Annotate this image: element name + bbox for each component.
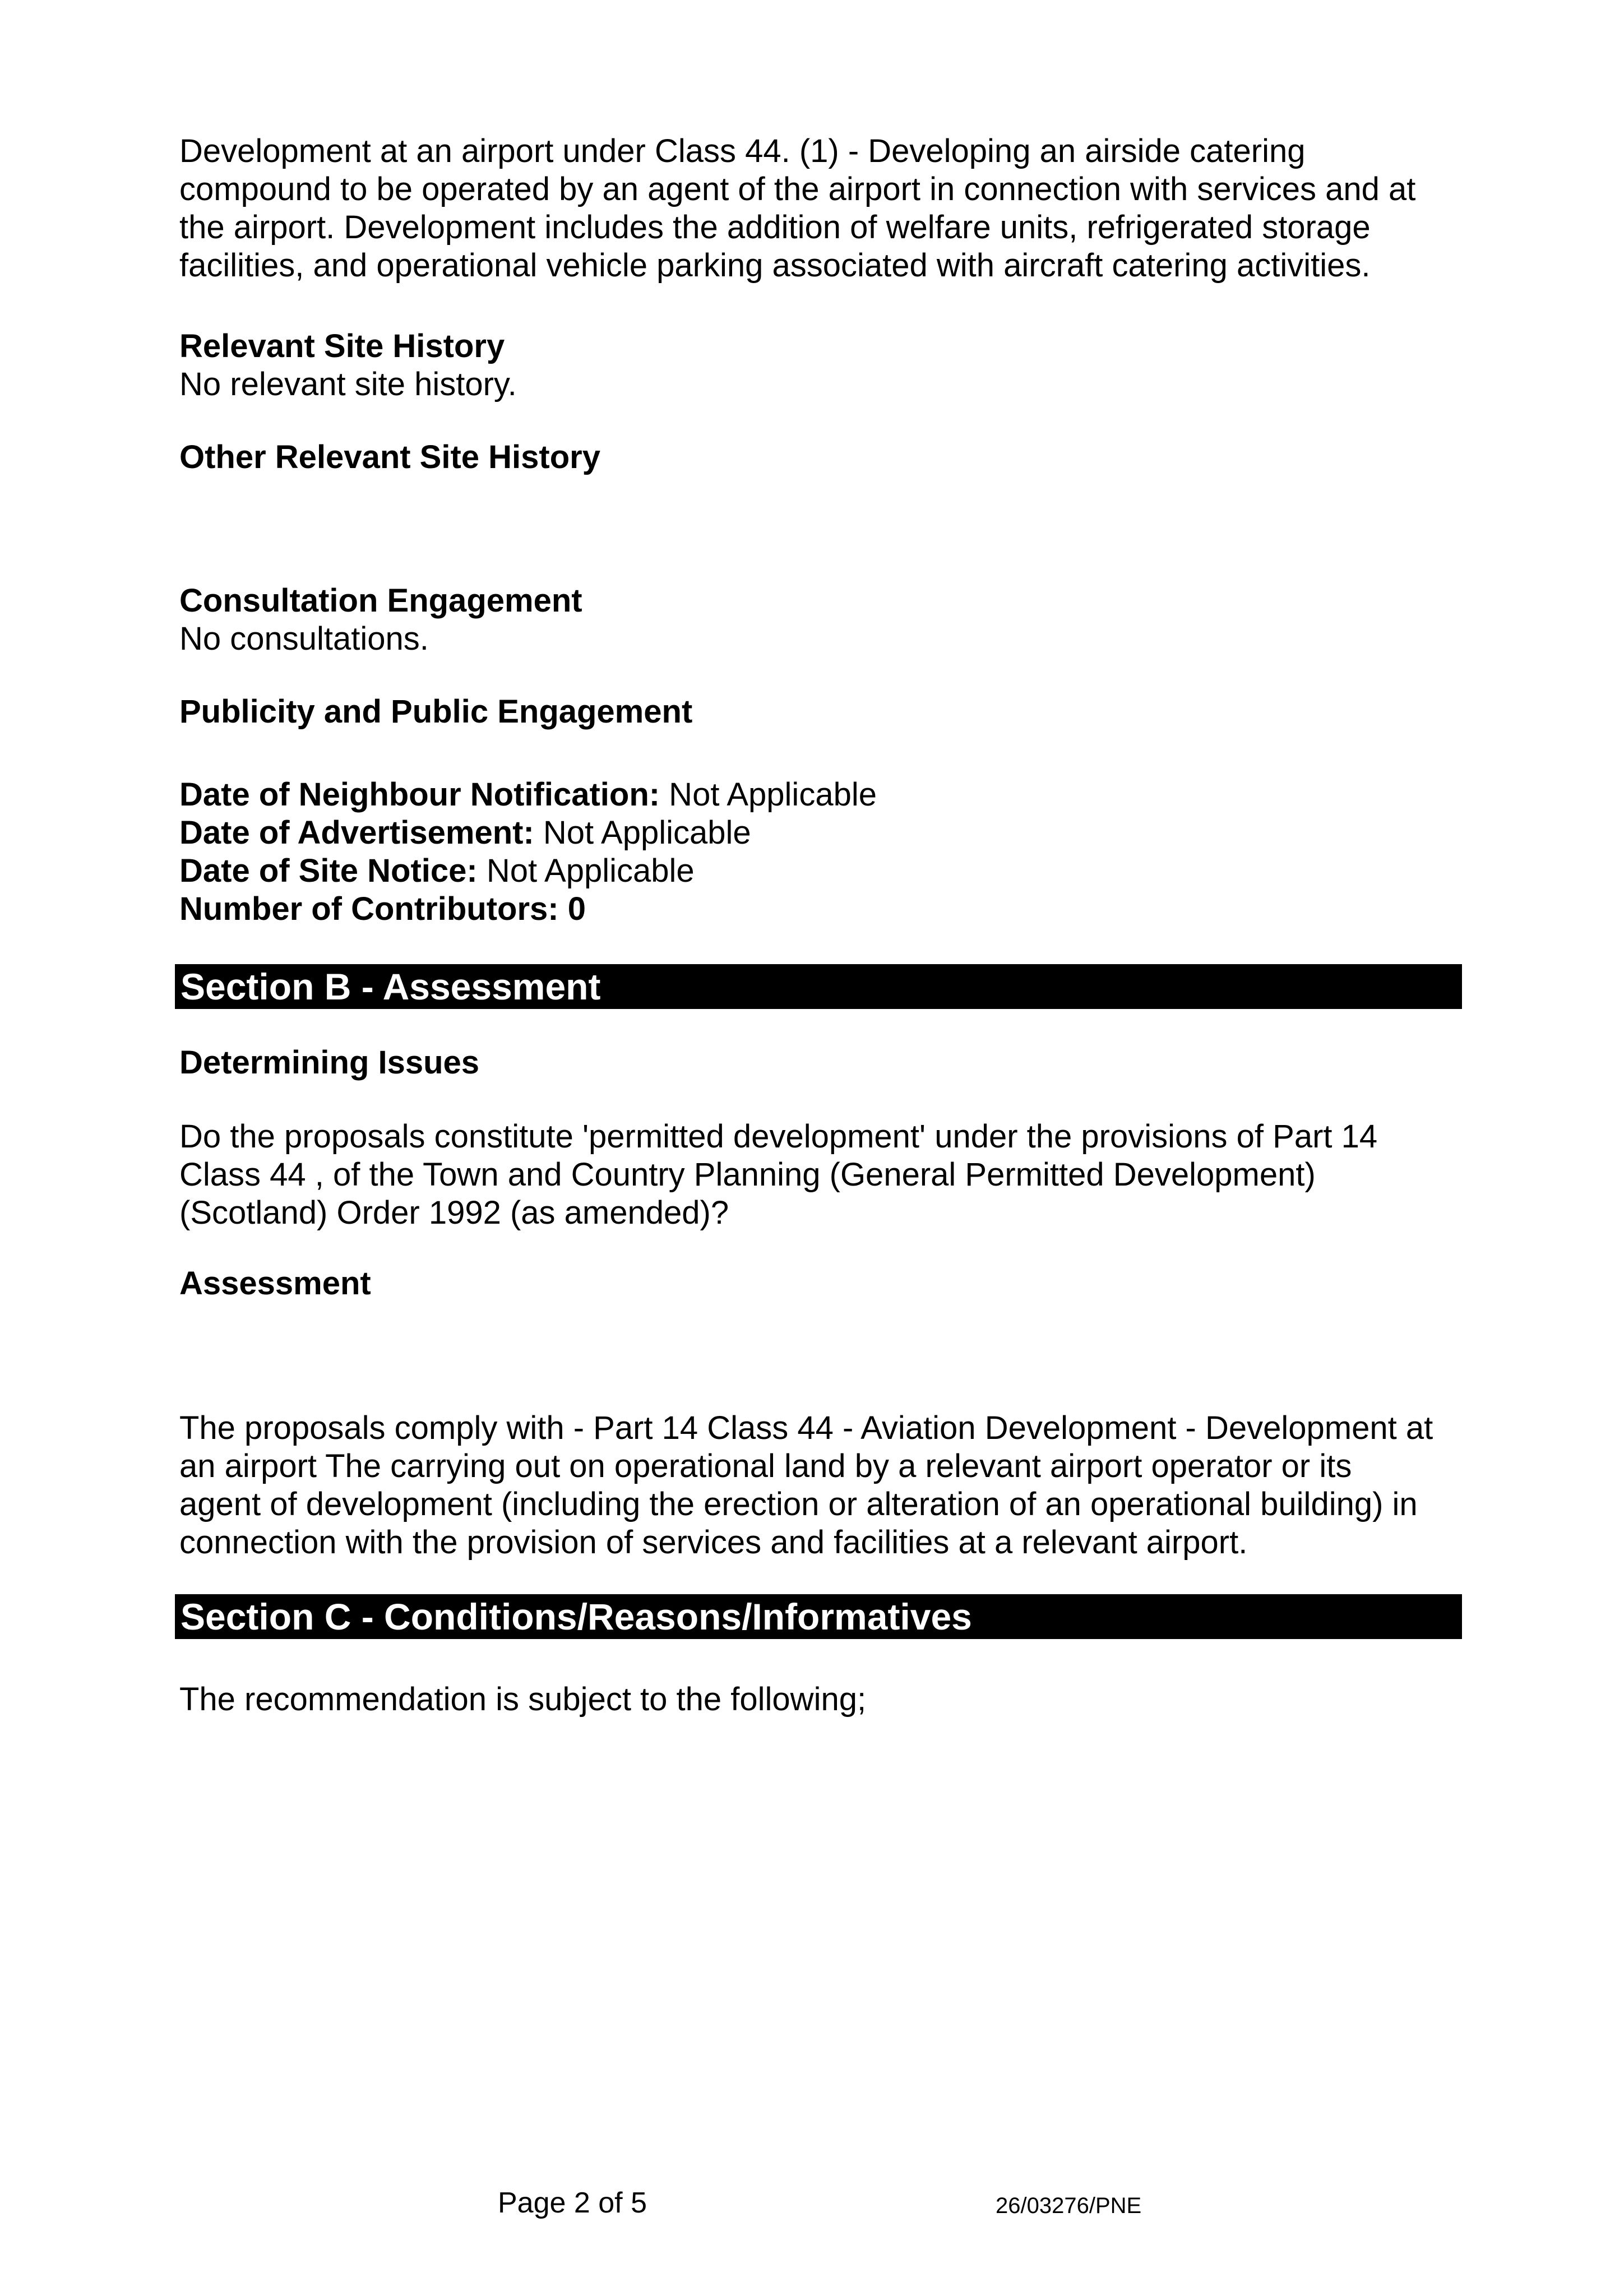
intro-line: the airport. Development includes the addition of welfare units, refrigerated storage: [179, 209, 1371, 246]
section-c-header: Section C - Conditions/Reasons/Informatives: [175, 1594, 1462, 1639]
determining-issues: [179, 1044, 1469, 1082]
section-c-text: The recommendation is subject to the following;: [179, 1681, 867, 1718]
site-notice-value: Not Applicable: [477, 853, 695, 889]
site-notice-row: [179, 852, 1469, 890]
neighbour-notification-label: Date of Neighbour Notification:: [179, 776, 660, 813]
other-relevant-site-history-heading: Other Relevant Site History: [179, 439, 600, 475]
site-notice-label: Date of Site Notice:: [179, 853, 478, 889]
publicity-heading: Publicity and Public Engagement: [179, 693, 693, 730]
relevant-site-history: [179, 327, 1469, 404]
reference-number: 26/03276/PNE: [996, 2193, 1142, 2218]
assessment-text: [179, 1409, 1469, 1562]
other-relevant-site-history: [179, 438, 1469, 476]
determining-issues-heading: Determining Issues: [179, 1044, 480, 1081]
assessment-line: agent of development (including the erection or alteration of an operational building) in: [179, 1486, 1418, 1522]
advertisement-row: [179, 814, 1469, 852]
relevant-site-history-heading: Relevant Site History: [179, 328, 505, 364]
advertisement-label: Date of Advertisement:: [179, 814, 534, 851]
assessment-line: The proposals comply with - Part 14 Class 44 - Aviation Development - Development at: [179, 1410, 1433, 1446]
assessment-heading: Assessment: [179, 1265, 371, 1302]
page-number: Page 2 of 5: [498, 2187, 647, 2219]
assessment: [179, 1265, 1469, 1303]
publicity-dates: [179, 776, 1469, 928]
section-b-header: Section B - Assessment: [175, 964, 1462, 1009]
determining-issues-text: [179, 1118, 1469, 1232]
determining-line: (Scotland) Order 1992 (as amended)?: [179, 1195, 729, 1231]
consultation-engagement: [179, 582, 1469, 658]
neighbour-notification-row: [179, 776, 1469, 814]
contributors-row: Number of Contributors: 0: [179, 891, 586, 927]
intro-line: facilities, and operational vehicle parking associated with aircraft catering activities.: [179, 247, 1371, 284]
intro-line: Development at an airport under Class 44. (1) - Developing an airside catering: [179, 133, 1306, 169]
consultation-engagement-text: No consultations.: [179, 621, 429, 657]
determining-line: Class 44 , of the Town and Country Planning (General Permitted Development): [179, 1156, 1316, 1193]
intro-paragraph: [179, 132, 1469, 285]
relevant-site-history-text: No relevant site history.: [179, 366, 517, 402]
intro-line: compound to be operated by an agent of the airport in connection with services and at: [179, 171, 1416, 207]
consultation-engagement-heading: Consultation Engagement: [179, 582, 582, 619]
publicity-heading-block: [179, 693, 1469, 731]
advertisement-value: Not Applicable: [534, 814, 751, 851]
section-c-text-block: [179, 1681, 1469, 1719]
assessment-line: connection with the provision of services and facilities at a relevant airport.: [179, 1524, 1248, 1561]
assessment-line: an airport The carrying out on operational land by a relevant airport operator or its: [179, 1448, 1352, 1484]
determining-line: Do the proposals constitute 'permitted development' under the provisions of Part 14: [179, 1118, 1378, 1155]
neighbour-notification-value: Not Applicable: [660, 776, 877, 813]
